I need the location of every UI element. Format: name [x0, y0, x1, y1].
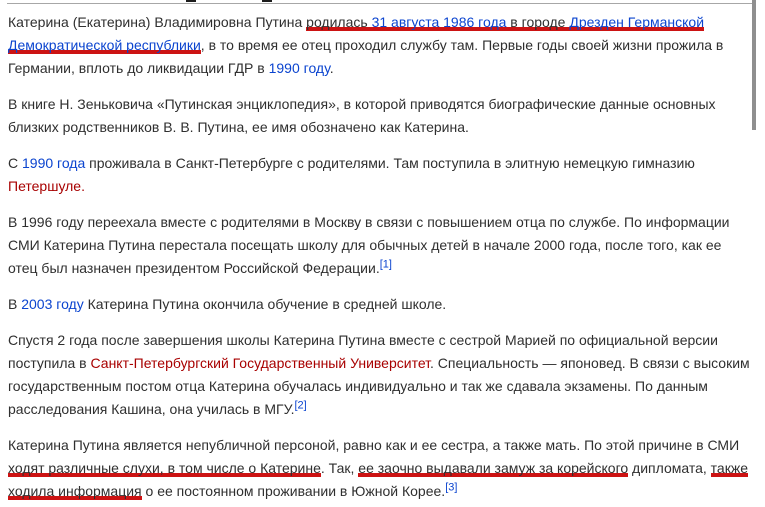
text-run: .: [329, 60, 334, 76]
scrollbar-thumb[interactable]: [752, 0, 756, 130]
marked-text: ходят различные слухи, в том числе о Катерине: [8, 460, 321, 476]
text-run: С: [8, 155, 22, 171]
marked-text: ее заочно выдавали замуж за корейского: [358, 460, 629, 476]
gdr-link[interactable]: Германской Демократической республики: [8, 14, 705, 53]
text-run: Катерина Путина окончила обучение в средней школе.: [83, 296, 447, 312]
paragraph: [8, 434, 752, 503]
petershule-link[interactable]: Петершуле.: [8, 178, 85, 194]
text-run: . Так,: [320, 460, 359, 476]
text-run: . Специальность — японовед. В связи с высоким государственным постом отца Катерина обучалась индивидуально и так же сдавала экзамены. По данным расследования Кашина, она училась в МГУ.: [8, 355, 750, 417]
text-run: Спустя 2 года после завершения школы Катерина Путина вместе с сестрой Марией по официальной версии поступила в: [8, 332, 718, 371]
year-2003-link[interactable]: 2003 году: [21, 296, 84, 312]
text-run: В книге Н. Зеньковича «Путинская энциклопедия», в которой приводятся биографические данные основных близких родственников В. В. Путина, ее имя обозначено как Катерина.: [8, 96, 716, 135]
text-run: Катерина (Екатерина) Владимировна Путина: [8, 14, 307, 30]
footnote: [295, 399, 307, 411]
text-run: , в то время ее отец проходил службу там. Первые годы своей жизни прожила в Германии, вплоть до ликвидации ГДР в: [8, 37, 724, 76]
footnote-1-link[interactable]: [1]: [379, 258, 392, 271]
text-run: В: [8, 296, 22, 312]
paragraph: [8, 211, 752, 280]
paragraph: [8, 11, 752, 80]
marked-text: в городе: [506, 14, 570, 30]
birth-date-link[interactable]: 31 августа 1986 года: [371, 14, 507, 30]
text-run: В 1996 году переехала вместе с родителями в Москву в связи с повышением отца по службе. По информации СМИ Катерина Путина перестала посещать школу для обычных детей в начале 2000 года, после того, как ее отец был назначен президентом Российской Федерации.: [8, 214, 730, 276]
spbu-link[interactable]: Санкт-Петербургский Государственный Университет: [90, 355, 431, 371]
marked-text: родилась: [306, 14, 372, 30]
text-run: о ее постоянном проживании в Южной Корее.: [141, 483, 446, 499]
text-run: дипломата,: [628, 460, 711, 476]
year-1990-link[interactable]: 1990 года: [22, 155, 86, 171]
dresden-link[interactable]: Дрезден: [569, 14, 624, 30]
paragraph: [8, 93, 752, 139]
paragraph: [8, 293, 752, 316]
paragraph: [8, 152, 752, 198]
footnote-2-link[interactable]: [2]: [294, 399, 307, 412]
marked-text: также ходила информация: [8, 460, 748, 499]
text-run: Катерина Путина является непубличной персоной, равно как и ее сестра, а также мать. По этой причине в СМИ: [8, 437, 740, 453]
year-1990-link[interactable]: 1990 году: [268, 60, 330, 76]
footnote: [380, 258, 392, 270]
footnote: [445, 481, 457, 493]
text-run: проживала в Санкт-Петербурге с родителями. Там поступила в элитную немецкую гимназию: [85, 155, 695, 171]
paragraph: [8, 329, 752, 421]
footnote-3-link[interactable]: [3]: [445, 481, 458, 494]
